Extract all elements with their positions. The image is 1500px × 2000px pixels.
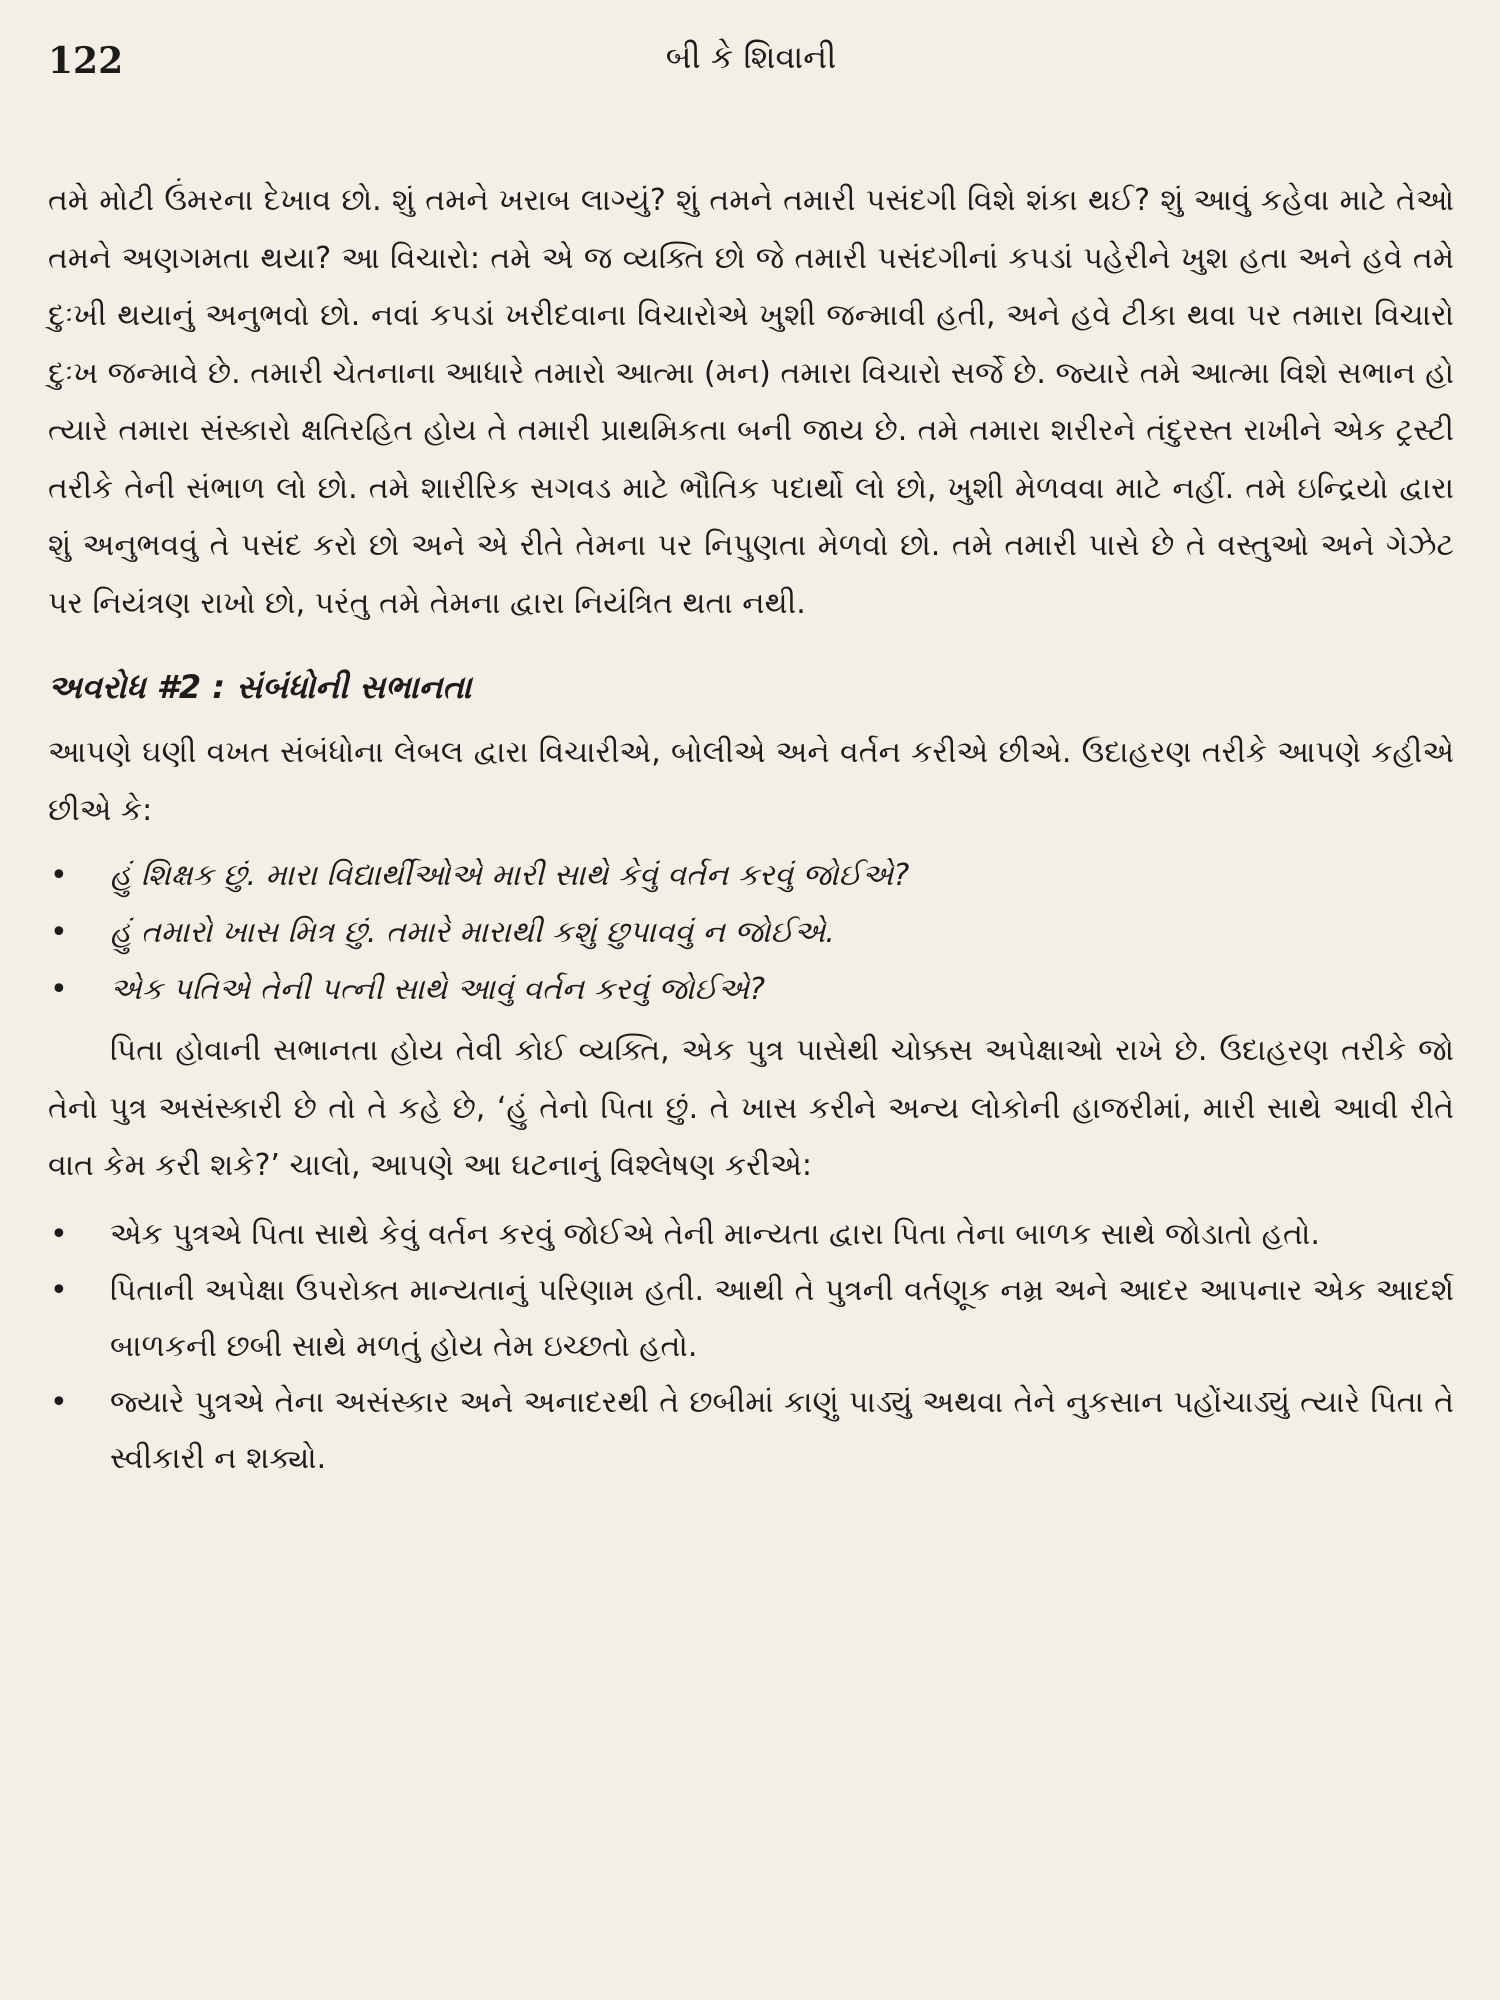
paragraph-3: પિતા હોવાની સભાનતા હોય તેવી કોઈ વ્યક્તિ, એક પુત્ર પાસેથી ચોક્કસ અપેક્ષાઓ રાખે છે. ઉદાહરણ તરીકે જો તેનો પુત્ર અસંસ્કારી છે તો તે કહે છે, ‘હું તેનો પિતા છું. તે ખાસ કરીને અન્ય લોકોની હાજરીમાં, મારી સાથે આવી રીતે વાત કેમ કરી શકે?’ ચાલો, આપણે આ ઘટનાનું વિશ્લેષણ કરીએ: (48, 1033, 1454, 1183)
list-item: • હું તમારો ખાસ મિત્ર છું. તમારે મારાથી કશું છુપાવવું ન જોઈએ. (48, 904, 1454, 961)
bullet-list-1 (48, 847, 1454, 1018)
bullet-list-2 (48, 1207, 1454, 1487)
list-item: • એક પુત્રએ પિતા સાથે કેવું વર્તન કરવું જોઈએ તેની માન્યતા દ્વારા પિતા તેના બાળક સાથે જોડાતો હતો. (48, 1207, 1454, 1263)
list-item: • પિતાની અપેક્ષા ઉપરોક્ત માન્યતાનું પરિણામ હતી. આથી તે પુત્રની વર્તણૂક નમ્ર અને આદર આપનાર એક આદર્શ બાળકની છબી સાથે મળતું હોય તેમ ઇચ્છતો હતો. (48, 1263, 1454, 1375)
section-heading: અવરોધ #2 : સંબંધોની સભાનતા (48, 668, 472, 706)
list-item: • જ્યારે પુત્રએ તેના અસંસ્કાર અને અનાદરથી તે છબીમાં કાણું પાડ્યું અથવા તેને નુકસાન પહોંચાડ્યું ત્યારે પિતા તે સ્વીકારી ન શક્યો. (48, 1375, 1454, 1487)
page-number: 122 (48, 40, 124, 82)
list-item: • એક પતિએ તેની પત્ની સાથે આવું વર્તન કરવું જોઈએ? (48, 961, 1454, 1018)
running-title: બી કે શિવાની (665, 38, 837, 76)
paragraph-2: આપણે ઘણી વખત સંબંધોના લેબલ દ્વારા વિચારીએ, બોલીએ અને વર્તન કરીએ છીએ. ઉદાહરણ તરીકે આપણે કહીએ છીએ કે: (48, 735, 1454, 828)
running-head (48, 30, 1454, 100)
list-item: • હું શિક્ષક છું. મારા વિદ્યાર્થીઓએ મારી સાથે કેવું વર્તન કરવું જોઈએ? (48, 847, 1454, 904)
paragraph-1: તમે મોટી ઉંમરના દેખાવ છો. શું તમને ખરાબ લાગ્યું? શું તમને તમારી પસંદગી વિશે શંકા થઈ? શું આવું કહેવા માટે તેઓ તમને અણગમતા થયા? આ વિચારો: તમે એ જ વ્યક્તિ છો જે તમારી પસંદગીનાં કપડાં પહેરીને ખુશ હતા અને હવે તમે દુઃખી થયાનું અનુભવો છો. નવાં કપડાં ખરીદવાના વિચારોએ ખુશી જન્માવી હતી, અને હવે ટીકા થવા પર તમારા વિચારો દુઃખ જન્માવે છે. તમારી ચેતનાના આધારે તમારો આત્મા (મન) તમારા વિચારો સર્જે છે. જ્યારે તમે આત્મા વિશે સભાન હો ત્યારે તમારા સંસ્કારો ક્ષતિરહિત હોય તે તમારી પ્રાથમિકતા બની જાય છે. તમે તમારા શરીરને તંદુરસ્ત રાખીને એક ટ્રસ્ટી તરીકે તેની સંભાળ લો છો. તમે શારીરિક સગવડ માટે ભૌતિક પદાર્થો લો છો, ખુશી મેળવવા માટે નહીં. તમે ઇન્દ્રિયો દ્વારા શું અનુભવવું તે પસંદ કરો છો અને એ રીતે તેમના પર નિપુણતા મેળવો છો. તમે તમારી પાસે છે તે વસ્તુઓ અને ગેઝેટ પર નિયંત્રણ રાખો છો, પરંતુ તમે તેમના દ્વારા નિયંત્રિત થતા નથી. (48, 183, 1454, 621)
